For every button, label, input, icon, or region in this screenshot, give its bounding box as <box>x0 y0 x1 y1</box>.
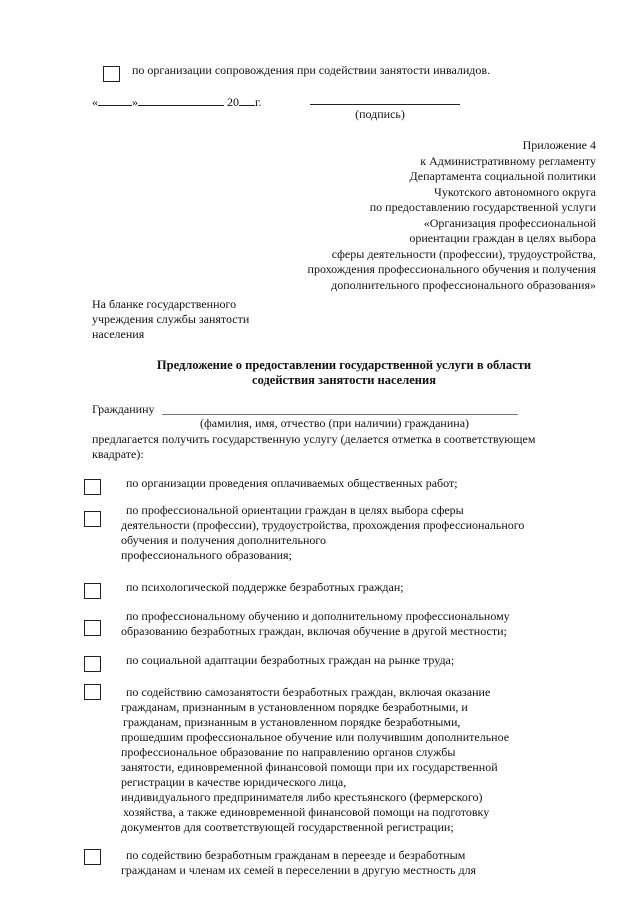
option-vocational-training-label <box>121 609 510 639</box>
checkbox-escort-disabled[interactable] <box>103 66 120 82</box>
date-year-suffix: г. <box>255 95 262 109</box>
option-line: по содействию безработным гражданам в переезде и безработным <box>126 848 466 862</box>
intro-line: квадрате): <box>92 447 144 461</box>
checkbox-psychological-support[interactable] <box>84 583 101 599</box>
option-line: регистрации в качестве юридического лица, <box>121 775 347 789</box>
date-open-quote: « <box>92 95 98 109</box>
option-public-works-label: по организации проведения оплачиваемых общественных работ; <box>126 476 458 490</box>
option-psychological-support-label: по психологической поддержке безработных граждан; <box>126 580 404 594</box>
letterhead-line: На бланке государственного <box>92 297 237 311</box>
option-line: гражданам, признанным в установленном порядке безработными, <box>123 715 461 729</box>
option-line: деятельности (профессии), трудоустройства, прохождения профессионального <box>121 518 525 532</box>
option-line: индивидуального предпринимателя либо крестьянского (фермерского) <box>121 790 483 804</box>
document-title <box>92 358 596 388</box>
appendix-header <box>260 138 596 293</box>
option-line: по содействию самозанятости безработных граждан, включая оказание <box>126 685 491 699</box>
checkbox-public-works[interactable] <box>84 479 101 495</box>
option-line: хозяйства, а также единовременной финансовой помощи на подготовку <box>123 805 490 819</box>
letterhead-line: населения <box>92 327 145 341</box>
appendix-line: Чукотского автономного округа <box>434 184 596 199</box>
option-line: профессионального образования; <box>121 548 292 562</box>
appendix-line: по предоставлению государственной услуги <box>369 200 596 214</box>
citizen-name-caption: (фамилия, имя, отчество (при наличии) гражданина) <box>200 416 470 430</box>
letterhead-note <box>92 297 249 342</box>
citizen-name-field[interactable] <box>162 414 518 415</box>
option-line: документов для соответствующей государственной регистрации; <box>121 820 454 834</box>
appendix-line: прохождения профессионального обучения и получения <box>307 262 596 276</box>
option-line: прошедшим профессиональное обучение или получившим дополнительное <box>121 730 510 744</box>
checkbox-career-guidance[interactable] <box>84 511 101 527</box>
date-close-quote: » <box>132 95 138 109</box>
intro-text <box>92 432 535 462</box>
appendix-line: Департамента социальной политики <box>409 169 596 183</box>
appendix-line: сферы деятельности (профессии), трудоустройства, <box>331 246 596 261</box>
appendix-line: Приложение 4 <box>522 138 596 152</box>
option-escort-disabled-label: по организации сопровождения при содействии занятости инвалидов. <box>132 63 491 77</box>
option-career-guidance-label <box>121 503 524 563</box>
appendix-line: «Организация профессиональной <box>423 215 596 230</box>
document-title-line2: содействия занятости населения <box>252 373 436 387</box>
checkbox-relocation[interactable] <box>84 849 101 865</box>
date-year-prefix: 20 <box>227 95 239 109</box>
checkbox-self-employment[interactable] <box>84 684 101 700</box>
intro-line: предлагается получить государственную услугу (делается отметка в соответствующем <box>92 432 536 446</box>
date-month-blank[interactable] <box>138 94 224 106</box>
letterhead-line: учреждения службы занятости <box>92 312 250 326</box>
option-line: занятости, единовременной финансовой помощи при их государственной <box>121 760 498 774</box>
option-line: образованию безработных граждан, включая обучение в другой местности; <box>121 624 507 638</box>
option-self-employment-label <box>121 685 509 835</box>
citizen-label: Гражданину <box>92 402 155 416</box>
checkbox-social-adaptation[interactable] <box>84 656 101 672</box>
document-title-line1: Предложение о предоставлении государственной услуги в области <box>156 358 532 372</box>
option-line: обучения и получения дополнительного <box>121 533 327 547</box>
option-line: по профессиональному обучению и дополнительному профессиональному <box>126 609 510 623</box>
option-line: гражданам и членам их семей в переселении в другую местность для <box>121 863 477 877</box>
appendix-line: к Административному регламенту <box>420 153 596 168</box>
signature-caption: (подпись) <box>355 107 405 121</box>
option-line: по профессиональной ориентации граждан в целях выбора сферы <box>126 503 464 517</box>
option-social-adaptation-label: по социальной адаптации безработных граждан на рынке труда; <box>126 653 455 667</box>
option-line: гражданам, признанным в установленном порядке безработными, и <box>121 700 468 714</box>
signature-line[interactable] <box>310 104 460 105</box>
checkbox-vocational-training[interactable] <box>84 620 101 636</box>
option-line: профессиональное образование по направлению органов службы <box>121 745 456 759</box>
date-day-blank[interactable] <box>98 94 132 106</box>
option-relocation-label <box>121 848 476 878</box>
date-year-blank[interactable] <box>239 94 255 106</box>
date-field[interactable] <box>92 94 262 110</box>
appendix-line: дополнительного профессионального образования» <box>331 277 596 292</box>
appendix-line: ориентации граждан в целях выбора <box>409 231 596 245</box>
